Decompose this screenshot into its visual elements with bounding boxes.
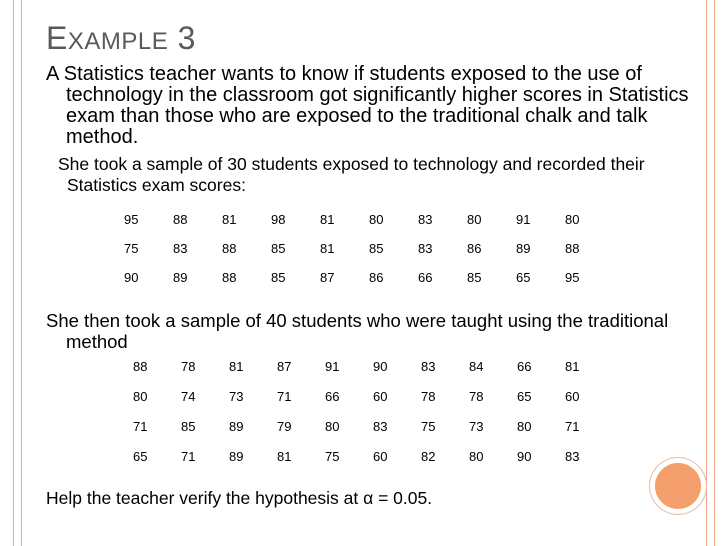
table-cell: 80 xyxy=(467,212,482,227)
table-cell: 81 xyxy=(222,212,237,227)
table-cell: 80 xyxy=(325,418,340,434)
table-cell: 80 xyxy=(469,448,484,464)
table-row xyxy=(133,441,613,471)
table-cell: 89 xyxy=(516,241,531,256)
table-cell: 66 xyxy=(418,270,433,285)
table-cell: 89 xyxy=(173,270,188,285)
table-cell: 80 xyxy=(133,388,148,404)
table-row xyxy=(133,411,613,441)
table-cell: 85 xyxy=(271,241,286,256)
sample-description-2: She then took a sample of 40 students who were taught using the traditional method xyxy=(46,310,669,352)
table-row xyxy=(124,263,614,292)
table-cell: 81 xyxy=(320,241,335,256)
table-cell: 84 xyxy=(469,358,484,374)
table-cell: 74 xyxy=(181,388,196,404)
table-cell: 81 xyxy=(229,358,244,374)
table-cell: 66 xyxy=(517,358,532,374)
table-cell: 81 xyxy=(565,358,580,374)
table-cell: 90 xyxy=(373,358,388,374)
table-cell: 85 xyxy=(181,418,196,434)
table-cell: 83 xyxy=(421,358,436,374)
table-cell: 65 xyxy=(516,270,531,285)
table-cell: 78 xyxy=(181,358,196,374)
table-cell: 71 xyxy=(277,388,292,404)
table-cell: 86 xyxy=(467,241,482,256)
left-border-line-2 xyxy=(21,0,22,546)
table-cell: 73 xyxy=(229,388,244,404)
table-cell: 85 xyxy=(271,270,286,285)
table-cell: 71 xyxy=(133,418,148,434)
table-cell: 75 xyxy=(124,241,139,256)
table-cell: 79 xyxy=(277,418,292,434)
table-cell: 83 xyxy=(373,418,388,434)
table-cell: 87 xyxy=(320,270,335,285)
table-cell: 91 xyxy=(516,212,531,227)
table-cell: 60 xyxy=(373,448,388,464)
traditional-scores-table xyxy=(133,351,613,471)
table-cell: 90 xyxy=(517,448,532,464)
table-cell: 88 xyxy=(222,241,237,256)
left-border-line-1 xyxy=(13,0,14,546)
table-cell: 60 xyxy=(373,388,388,404)
table-cell: 81 xyxy=(277,448,292,464)
table-cell: 80 xyxy=(565,212,580,227)
table-cell: 85 xyxy=(369,241,384,256)
table-cell: 87 xyxy=(277,358,292,374)
table-cell: 83 xyxy=(173,241,188,256)
table-cell: 60 xyxy=(565,388,580,404)
table-cell: 83 xyxy=(418,212,433,227)
table-row xyxy=(133,381,613,411)
table-row xyxy=(124,205,614,234)
table-cell: 91 xyxy=(325,358,340,374)
slide-title: EXAMPLE 3 xyxy=(46,20,196,56)
decorative-circle xyxy=(650,458,706,514)
table-cell: 85 xyxy=(467,270,482,285)
table-cell: 71 xyxy=(565,418,580,434)
table-cell: 95 xyxy=(124,212,139,227)
table-cell: 89 xyxy=(229,418,244,434)
table-cell: 75 xyxy=(421,418,436,434)
table-cell: 71 xyxy=(181,448,196,464)
table-cell: 75 xyxy=(325,448,340,464)
table-row xyxy=(124,234,614,263)
table-cell: 88 xyxy=(565,241,580,256)
hypothesis-instruction: Help the teacher verify the hypothesis at α = 0.05. xyxy=(46,488,433,508)
right-border-line-1 xyxy=(706,0,707,546)
table-cell: 73 xyxy=(469,418,484,434)
table-cell: 82 xyxy=(421,448,436,464)
problem-statement: A Statistics teacher wants to know if students exposed to the use of technology in the classroom got significantly higher scores in Statistics exam than those who are exposed to the traditional chalk and talk method. xyxy=(46,63,689,148)
table-cell: 95 xyxy=(565,270,580,285)
table-cell: 81 xyxy=(320,212,335,227)
table-cell: 66 xyxy=(325,388,340,404)
table-cell: 83 xyxy=(565,448,580,464)
table-row xyxy=(133,351,613,381)
table-cell: 89 xyxy=(229,448,244,464)
sample-description-1: She took a sample of 30 students exposed to technology and recorded their Statistics exam scores: xyxy=(58,154,645,195)
table-cell: 80 xyxy=(517,418,532,434)
table-cell: 83 xyxy=(418,241,433,256)
table-cell: 78 xyxy=(421,388,436,404)
right-border-line-2 xyxy=(714,0,715,546)
table-cell: 65 xyxy=(133,448,148,464)
table-cell: 90 xyxy=(124,270,139,285)
table-cell: 88 xyxy=(222,270,237,285)
table-cell: 88 xyxy=(173,212,188,227)
table-cell: 86 xyxy=(369,270,384,285)
table-cell: 88 xyxy=(133,358,148,374)
technology-scores-table xyxy=(124,205,614,292)
table-cell: 65 xyxy=(517,388,532,404)
table-cell: 98 xyxy=(271,212,286,227)
table-cell: 80 xyxy=(369,212,384,227)
table-cell: 78 xyxy=(469,388,484,404)
